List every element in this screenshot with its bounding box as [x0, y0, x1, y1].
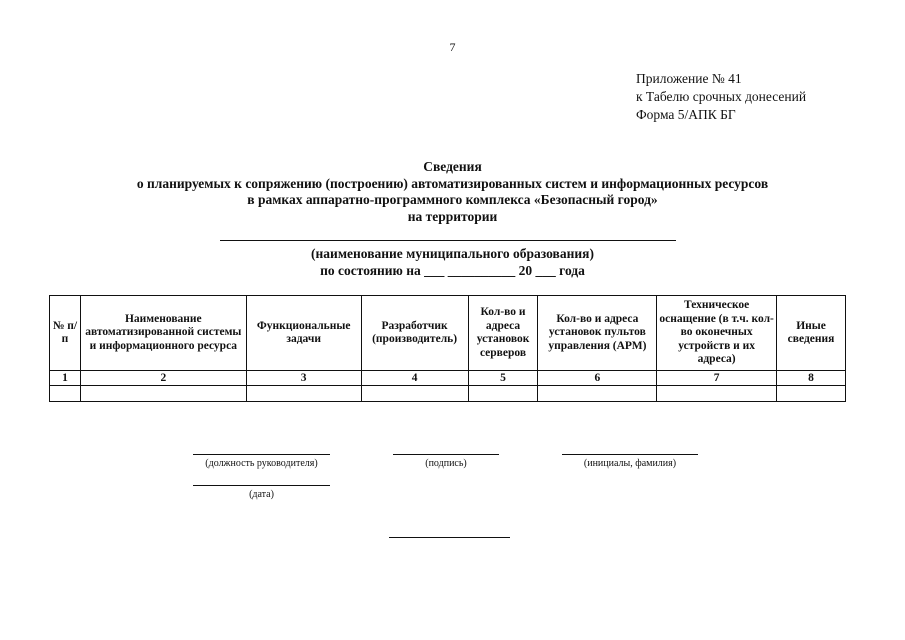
position-fill-line — [193, 454, 330, 455]
heading-territory: на территории — [407, 208, 498, 224]
column-number-cell: 3 — [246, 371, 361, 386]
position-signature-field — [193, 454, 330, 470]
municipality-caption: (наименование муниципального образования) — [311, 246, 594, 261]
table-cell[interactable] — [468, 386, 538, 402]
heading-complex: в рамках аппаратно-программного комплекса «Безопасный город» — [247, 192, 658, 207]
header-cell-other: Иные сведения — [777, 296, 846, 371]
date-fill-line — [193, 485, 330, 486]
column-number-cell: 6 — [538, 371, 657, 386]
table-row — [50, 386, 846, 402]
column-number-cell: 4 — [361, 371, 468, 386]
signature-field — [393, 454, 499, 470]
header-cell-functions: Функциональные задачи — [246, 296, 361, 371]
table-cell[interactable] — [657, 386, 777, 402]
column-number-cell: 8 — [777, 371, 846, 386]
table-cell[interactable] — [50, 386, 81, 402]
column-number-cell: 7 — [657, 371, 777, 386]
heading-title: Сведения — [423, 159, 482, 174]
date-field — [193, 485, 330, 501]
header-cell-equipment: Техническое оснащение (в т.ч. кол-во оконечных устройств и их адреса) — [657, 296, 777, 371]
table-cell[interactable] — [246, 386, 361, 402]
municipality-block — [0, 245, 905, 279]
bottom-separator-line — [389, 537, 510, 538]
header-cell-system-name: Наименование автоматизированной системы и информационного ресурса — [80, 296, 246, 371]
signature-caption: (подпись) — [425, 458, 467, 469]
column-number-cell: 5 — [468, 371, 538, 386]
header-cell-workstations: Кол-во и адреса установок пультов управления (АРМ) — [538, 296, 657, 371]
report-table — [49, 295, 846, 402]
form-code: Форма 5/АПК БГ — [636, 107, 736, 122]
header-cell-servers: Кол-во и адреса установок серверов — [468, 296, 538, 371]
report-date-line: по состоянию на ___ __________ 20 ___ года — [320, 263, 585, 278]
municipality-fill-line — [220, 240, 676, 241]
table-header-row — [50, 296, 846, 371]
document-heading — [0, 159, 905, 225]
appendix-block — [636, 70, 806, 124]
heading-subject: о планируемых к сопряжению (построению) автоматизированных систем и информационных ресурсов — [136, 175, 769, 191]
signature-fill-line — [393, 454, 499, 455]
initials-field — [562, 454, 698, 470]
table-cell[interactable] — [777, 386, 846, 402]
table-cell[interactable] — [538, 386, 657, 402]
appendix-number: Приложение № 41 — [636, 71, 742, 86]
position-caption: (должность руководителя) — [205, 458, 318, 469]
date-caption: (дата) — [249, 489, 274, 500]
page-number: 7 — [449, 40, 456, 54]
header-cell-number: № п/п — [50, 296, 81, 371]
appendix-reference: к Табелю срочных донесений — [636, 89, 807, 104]
column-number-cell: 2 — [80, 371, 246, 386]
column-number-row — [50, 371, 846, 386]
table-cell[interactable] — [361, 386, 468, 402]
initials-caption: (инициалы, фамилия) — [583, 458, 677, 469]
table-cell[interactable] — [80, 386, 246, 402]
header-cell-developer: Разработчик (производитель) — [361, 296, 468, 371]
column-number-cell: 1 — [50, 371, 81, 386]
initials-fill-line — [562, 454, 698, 455]
